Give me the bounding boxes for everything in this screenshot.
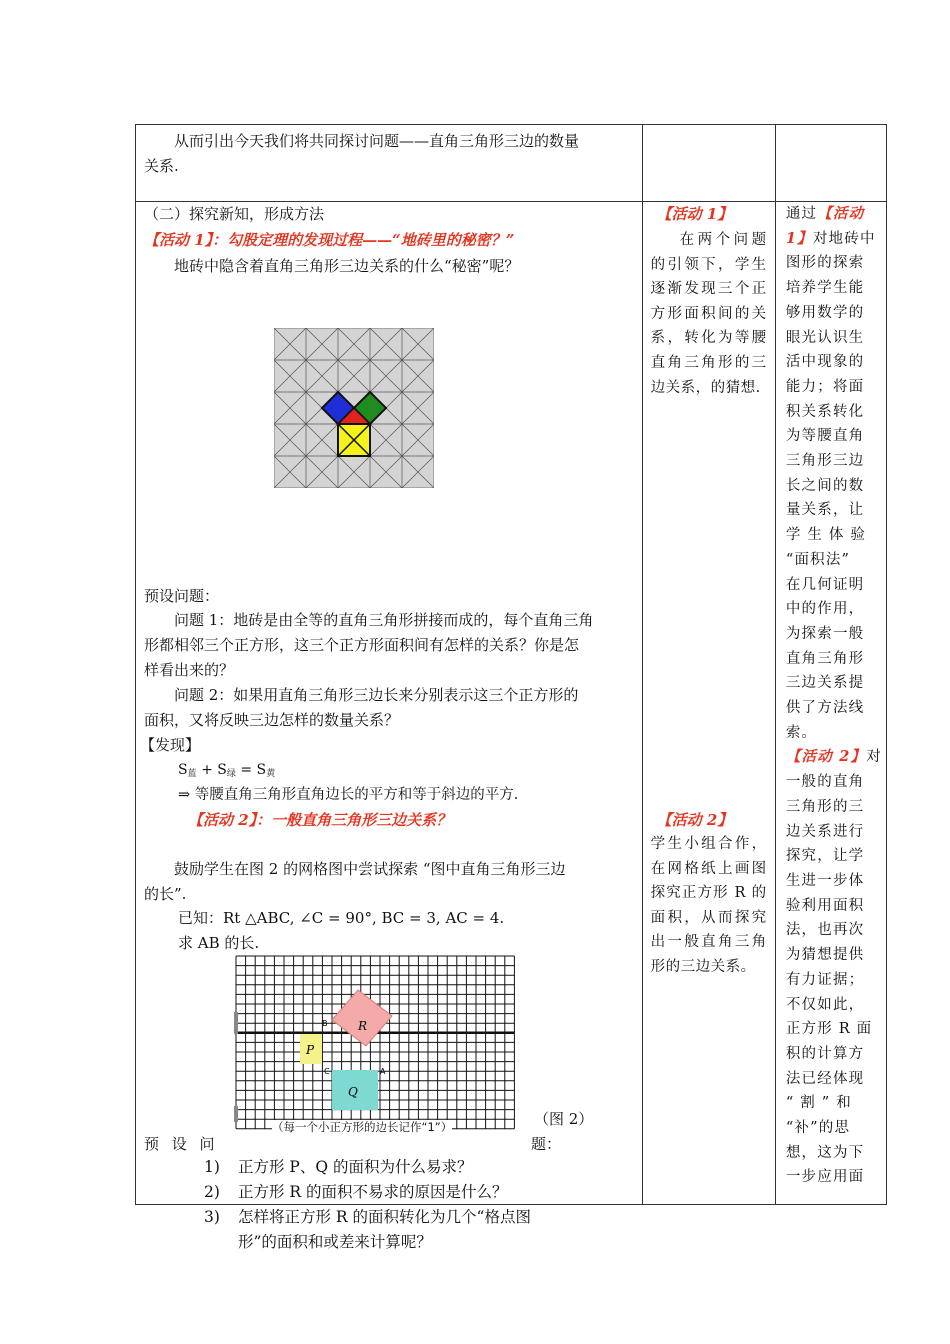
design-intent-line: 为探索一般 xyxy=(785,625,865,642)
conclusion: ⇒ 等腰直角三角形直角边长的平方和等于斜边的平方. xyxy=(178,787,519,803)
design-intent-line: 验利用面积 xyxy=(785,897,865,914)
mid-activity2-title: 【活动 2】 xyxy=(656,811,733,829)
design-intent-line: “面积法” xyxy=(785,551,851,568)
list-item: 1) 正方形 P、Q 的面积为什么易求？ xyxy=(204,1158,473,1176)
q2-line-2: 面积，又将反映三边怎样的数量关系？ xyxy=(144,711,400,729)
design-intent-line: 正方形 R 面 xyxy=(785,1021,873,1038)
q1-line-1: 问题 1：地砖是由全等的直角三角形拼接而成的，每个直角三角 xyxy=(174,611,594,629)
design-intent-line: 中的作用， xyxy=(785,601,865,618)
q2-line-1: 问题 2：如果用直角三角形三边长来分别表示这三个正方形的 xyxy=(174,686,579,704)
known-condition: 已知：Rt △ABC, ∠C = 90°, BC = 3, AC = 4. xyxy=(178,909,505,927)
grid-caption: （每一个小正方形的边长记作“1”） xyxy=(272,1120,453,1134)
design-intent-line: 积的计算方 xyxy=(785,1045,865,1062)
section-heading: （二）探究新知，形成方法 xyxy=(144,205,325,223)
label-C: C xyxy=(324,1067,330,1076)
intro-line-2: 关系. xyxy=(144,157,179,175)
formula-eq: = S xyxy=(240,762,267,778)
label-Q: Q xyxy=(348,1085,358,1099)
design-intent-line: 在几何证明 xyxy=(785,576,865,593)
lesson-plan-table xyxy=(135,124,887,1251)
design-intent-line: 活中现象的 xyxy=(785,354,865,371)
design-intent-line: 1】对地砖中 xyxy=(785,229,876,247)
preset-label: 预设问题： xyxy=(144,587,220,605)
design-intent-line: 三角形的三 xyxy=(785,798,865,815)
design-intent-line: 三边关系提 xyxy=(785,675,865,692)
formula-s: S xyxy=(178,762,188,778)
q1-line-3: 样看出来的？ xyxy=(144,661,235,679)
design-intent-line: 图形的探索 xyxy=(785,255,865,272)
figure-label: （图 2） xyxy=(534,1110,594,1128)
empty-cell xyxy=(775,125,886,202)
design-intent-line: 通过【活动 xyxy=(785,205,865,222)
design-intent-line: 够用数学的 xyxy=(785,304,865,321)
question2-block xyxy=(144,683,636,733)
design-intent-line: 积关系转化 xyxy=(785,403,865,420)
activity1-title: 【活动 1】：勾股定理的发现过程——“地砖里的秘密？” xyxy=(144,231,515,249)
design-intent-line: 长之间的数 xyxy=(785,477,865,494)
question-list xyxy=(204,1155,634,1255)
design-intent-line: 培养学生能 xyxy=(785,280,865,297)
list-item: 3) 怎样将正方形 R 的面积转化为几个“格点图 xyxy=(204,1208,531,1226)
encourage-line-2: 的长”. xyxy=(144,885,187,903)
encourage-block xyxy=(144,857,636,907)
table-row xyxy=(136,125,887,202)
design-intent-line: 供了方法线 xyxy=(785,700,865,717)
design-intent-text xyxy=(786,202,880,1190)
design-intent-line: 一般的直角 xyxy=(785,774,865,791)
mid-activity1-title: 【活动 1】 xyxy=(656,205,733,223)
empty-cell xyxy=(642,125,775,202)
mid-activity2-text: 学生小组合作，在网格纸上画图探究正方形 R 的面积，从而探究出一般直角三角形的三边关系。 xyxy=(650,836,767,975)
table-row xyxy=(136,202,887,1205)
design-intent-line: 索。 xyxy=(785,724,818,741)
design-intent-line: 【活动 2】对 xyxy=(785,748,882,766)
grid-figure xyxy=(228,954,518,1144)
label-P: P xyxy=(306,1043,315,1057)
design-intent-line: 法，也再次 xyxy=(785,922,865,939)
design-intent-line: 眼光认识生 xyxy=(785,329,865,346)
preset2-right: 题： xyxy=(531,1135,562,1153)
formula-sub-blue: 蓝 xyxy=(187,769,197,779)
intro-cell xyxy=(136,125,643,202)
design-intent-line: 学 生 体 验 xyxy=(785,527,867,544)
student-activity-cell xyxy=(642,202,775,1205)
design-intent-line: 生进一步体 xyxy=(785,872,865,889)
activity1-prompt: 地砖中隐含着直角三角形三边关系的什么“秘密”呢？ xyxy=(174,257,520,275)
label-A: A xyxy=(380,1067,386,1076)
preset2-left: 预 设 问 xyxy=(144,1135,219,1153)
design-intent-line: 为猜想提供 xyxy=(785,947,865,964)
design-intent-line: 有力证据； xyxy=(785,971,865,988)
activity2-title: 【活动 2】：一般直角三角形三边关系？ xyxy=(188,811,452,829)
discover-label: 【发现】 xyxy=(140,736,201,754)
design-intent-line: 想，这为下 xyxy=(785,1144,865,1161)
grid-marker xyxy=(234,1106,238,1122)
list-item: 2) 正方形 R 的面积不易求的原因是什么？ xyxy=(204,1183,508,1201)
label-R: R xyxy=(358,1019,368,1033)
design-intent-line: 为等腰直角 xyxy=(785,428,865,445)
mid-activity1-text: 在两个问题的引领下，学生逐渐发现三个正方形面积间的关系，转化为等腰直角三角形的三边关系，的猜想. xyxy=(650,232,767,396)
main-content-cell xyxy=(136,202,643,1251)
design-intent-line: “ 割 ” 和 xyxy=(785,1095,852,1112)
design-intent-line: “补”的思 xyxy=(785,1120,851,1137)
encourage-line-1: 鼓励学生在图 2 的网格图中尝试探索 “图中直角三角形三边 xyxy=(174,860,566,878)
design-intent-line: 直角三角形 xyxy=(785,650,865,667)
design-intent-line: 量关系，让 xyxy=(785,502,865,519)
q1-line-2: 形都相邻三个正方形，这三个正方形面积间有怎样的关系？你是怎 xyxy=(144,636,580,654)
design-intent-line: 边关系进行 xyxy=(785,823,865,840)
intro-line-1: 从而引出今天我们将共同探讨问题——直角三角形三边的数量 xyxy=(174,132,580,150)
design-intent-line: 一步应用面 xyxy=(785,1169,865,1186)
design-intent-line: 法已经体现 xyxy=(785,1070,865,1087)
design-intent-line: 不仅如此， xyxy=(785,996,865,1013)
grid-marker xyxy=(234,1012,238,1034)
design-intent-line: 探究，让学 xyxy=(785,848,865,865)
list-item: 形”的面积和或差来计算呢？ xyxy=(238,1233,432,1251)
find-ab: 求 AB 的长. xyxy=(178,934,260,952)
design-intent-line: 能力；将面 xyxy=(785,378,865,395)
square-R xyxy=(332,990,392,1046)
label-B: B xyxy=(322,1019,328,1028)
design-intent-cell xyxy=(775,202,886,1205)
floor-tile-figure xyxy=(274,328,434,488)
formula-sub-yellow: 黄 xyxy=(266,769,276,779)
formula-sub-green: 绿 xyxy=(226,769,236,779)
question1-block xyxy=(144,608,636,683)
design-intent-line: 三角形三边 xyxy=(785,453,865,470)
formula-plus: + S xyxy=(201,762,227,778)
